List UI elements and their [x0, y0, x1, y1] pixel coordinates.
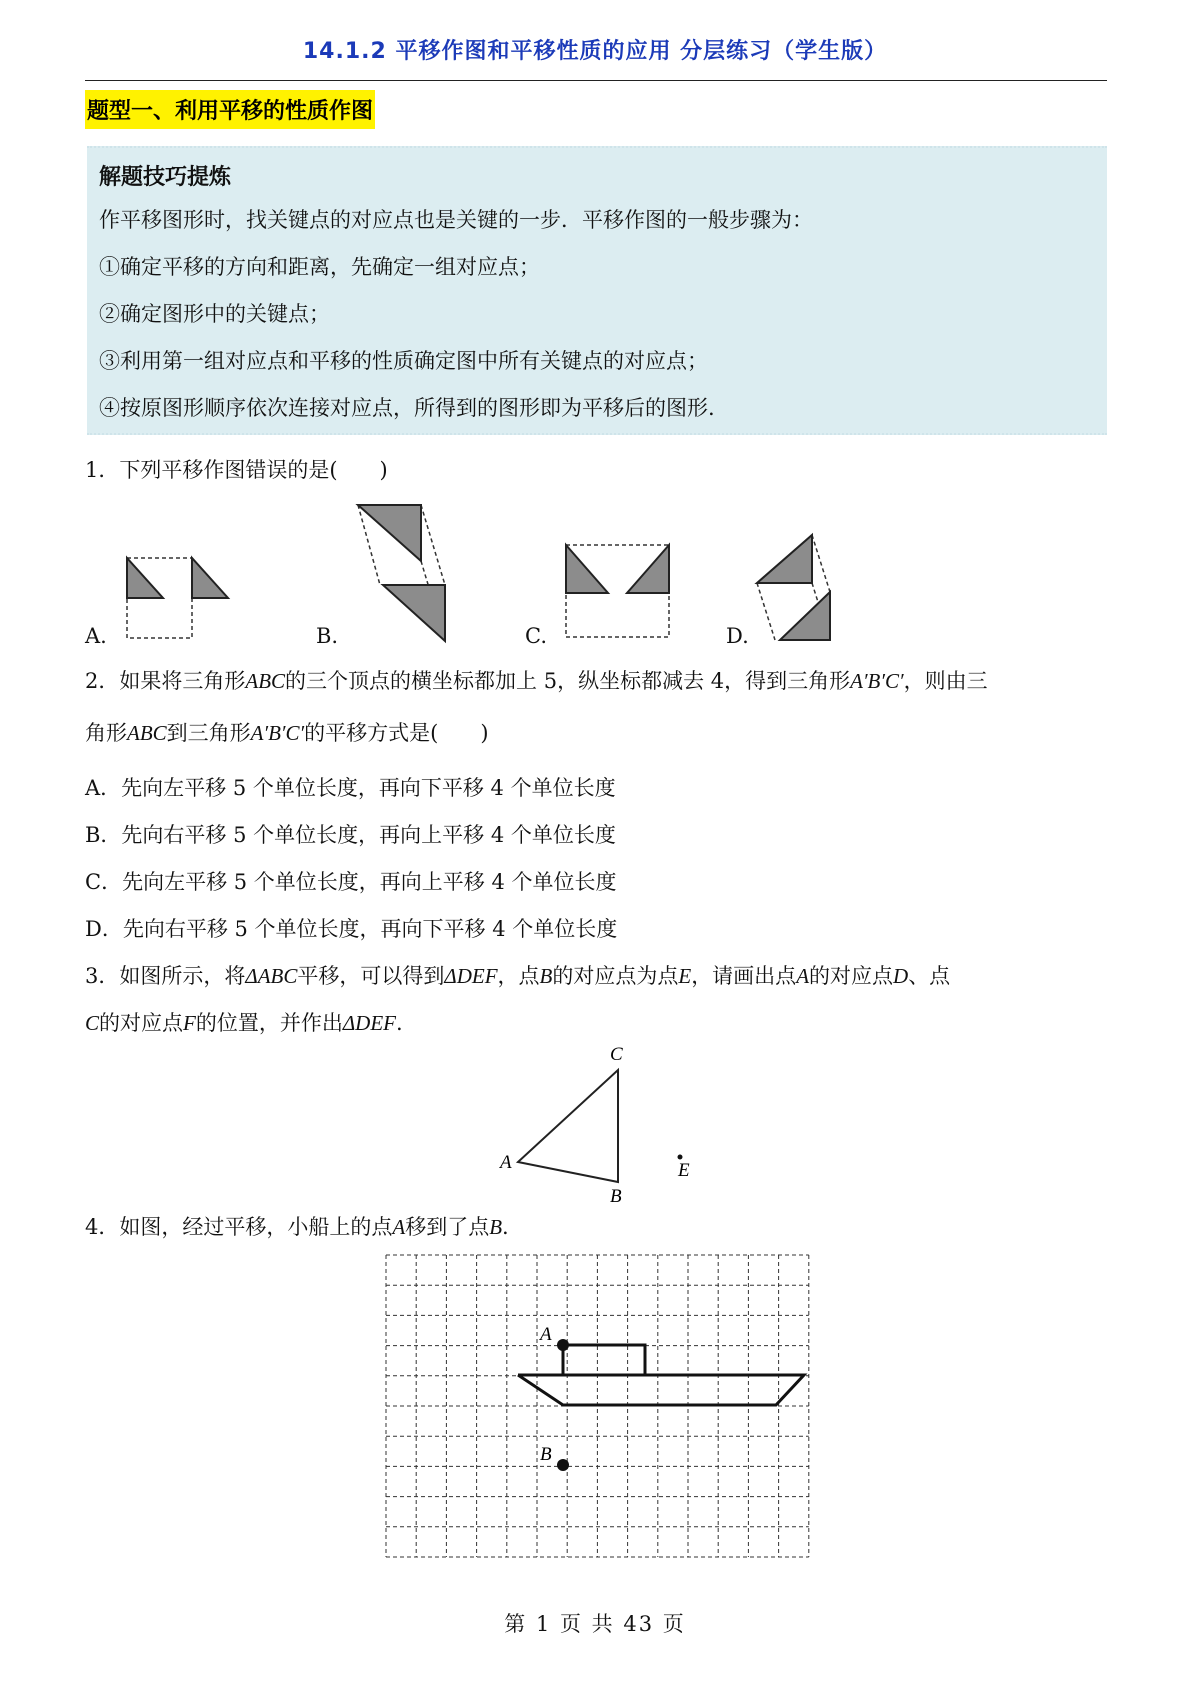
- tips-step-4: ④按原图形顺序依次连接对应点，所得到的图形即为平移后的图形.: [99, 396, 715, 420]
- q3-point-e-dot: [678, 1155, 683, 1160]
- q3-label-e: E: [678, 1160, 690, 1181]
- q2-option-c: C．先向左平移 5 个单位长度，再向上平移 4 个单位长度: [85, 870, 617, 894]
- q3-label-a: A: [500, 1152, 512, 1173]
- q3-point-c: C: [85, 1011, 100, 1035]
- q3-tri-abc: ΔABC: [245, 964, 298, 988]
- q4-boat-cabin: [563, 1345, 645, 1375]
- q3-text-6: 的对应点: [809, 964, 894, 988]
- q1-figure-c: [566, 545, 669, 637]
- q2-option-d: D．先向右平移 5 个单位长度，再向下平移 4 个单位长度: [85, 917, 618, 941]
- q3-text-8: 的对应点: [99, 1011, 184, 1035]
- q3-text-7: 、点: [908, 964, 951, 988]
- q2-text-1: 2．如果将三角形: [85, 669, 246, 693]
- q3-text-9: 的位置，并作出: [195, 1011, 343, 1035]
- q3-label-b: B: [610, 1186, 622, 1207]
- q3-text-3: ，点: [497, 964, 540, 988]
- q3-text-line1: [85, 961, 950, 991]
- q3-triangle-abc: [518, 1070, 618, 1182]
- page-number: 第 1 页 共 43 页: [504, 1612, 686, 1636]
- q1-figure-b: [358, 505, 445, 641]
- q2-abc-prime: A′B′C′: [850, 669, 904, 693]
- q4-label-a: A: [540, 1324, 552, 1345]
- title-divider: [85, 80, 1107, 81]
- q2-abc-prime-2: A′B′C′: [250, 721, 305, 745]
- q3-triangle-figure: [490, 1040, 710, 1210]
- section-heading: 题型一、利用平移的性质作图: [85, 90, 375, 129]
- q2-text-line2: [85, 718, 489, 748]
- q3-point-e: E: [678, 964, 692, 988]
- tips-intro: 作平移图形时，找关键点的对应点也是关键的一步．平移作图的一般步骤为：: [99, 208, 813, 232]
- q3-text-1: 3．如图所示，将: [85, 964, 246, 988]
- q3-point-a: A: [796, 964, 810, 988]
- q3-text-line2: [85, 1008, 403, 1038]
- q4-boat-hull: [518, 1375, 804, 1405]
- q2-text-5: 到三角形: [166, 721, 251, 745]
- q4-text-1: 4．如图，经过平移，小船上的点: [85, 1215, 393, 1239]
- q4-text: [85, 1212, 509, 1242]
- q1-figure-a: [127, 558, 228, 638]
- q3-tri-def-2: ΔDEF: [342, 1011, 396, 1035]
- q4-point-b-dot: [557, 1459, 569, 1471]
- q1-option-a: A.: [85, 624, 107, 648]
- q1-option-c: C.: [525, 624, 547, 648]
- q1-option-d: D.: [726, 624, 749, 648]
- q1-option-b: B.: [316, 624, 339, 648]
- page-title: 14.1.2 平移作图和平移性质的应用 分层练习（学生版）: [302, 39, 888, 64]
- q4-label-b: B: [540, 1444, 552, 1465]
- q3-point-f: F: [183, 1011, 196, 1035]
- q2-text-2: 的三个顶点的横坐标都加上 5，纵坐标都减去 4，得到三角形: [285, 669, 851, 693]
- q1-figure-d: [757, 535, 830, 640]
- q3-point-d: D: [893, 964, 909, 988]
- q1-text: 1．下列平移作图错误的是( ): [85, 458, 388, 482]
- tips-box: [87, 146, 1107, 435]
- q3-point-b: B: [539, 964, 553, 988]
- tips-step-1: ①确定平移的方向和距离，先确定一组对应点；: [99, 255, 540, 279]
- q3-label-c: C: [610, 1044, 623, 1065]
- q4-point-a-dot: [557, 1339, 569, 1351]
- q4-point-b: B: [489, 1215, 503, 1239]
- q1-figures: [85, 495, 885, 655]
- q3-text-2: 平移，可以得到: [297, 964, 445, 988]
- q2-text-6: 的平移方式是( ): [304, 721, 489, 745]
- q3-tri-def: ΔDEF: [444, 964, 498, 988]
- q2-text-3: ，则由三: [903, 669, 988, 693]
- q2-option-a: A．先向左平移 5 个单位长度，再向下平移 4 个单位长度: [85, 776, 616, 800]
- q3-text-5: ，请画出点: [691, 964, 797, 988]
- q4-point-a: A: [392, 1215, 406, 1239]
- tips-step-2: ②确定图形中的关键点；: [99, 302, 330, 326]
- q3-text-4: 的对应点为点: [552, 964, 679, 988]
- q4-text-2: 移到了点: [405, 1215, 490, 1239]
- q2-text-4: 角形: [85, 721, 127, 745]
- q2-text-line1: [85, 666, 988, 696]
- q4-text-3: .: [502, 1215, 509, 1239]
- tips-step-3: ③利用第一组对应点和平移的性质确定图中所有关键点的对应点；: [99, 349, 708, 373]
- q2-abc-2: ABC: [127, 721, 167, 745]
- q2-abc: ABC: [245, 669, 286, 693]
- q4-grid-figure: [380, 1250, 820, 1570]
- q3-text-10: .: [396, 1011, 403, 1035]
- q2-option-b: B．先向右平移 5 个单位长度，再向上平移 4 个单位长度: [85, 823, 616, 847]
- tips-title: 解题技巧提炼: [99, 165, 232, 190]
